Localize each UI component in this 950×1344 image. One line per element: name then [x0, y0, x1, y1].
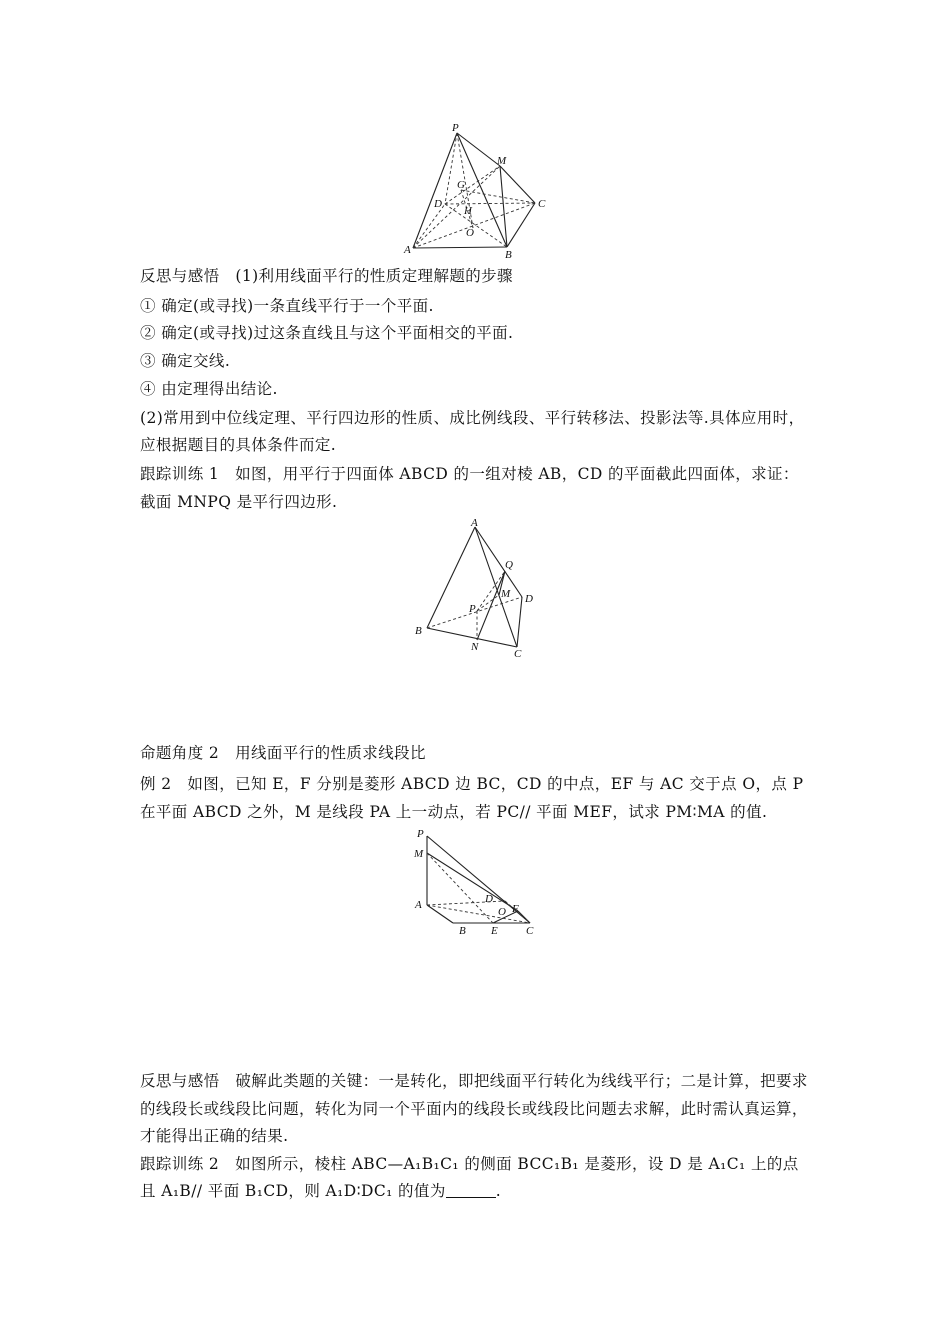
training2-text: 跟踪训练 2 如图所示，棱柱 ABC—A₁B₁C₁ 的侧面 BCC₁B₁ 是菱形，设 D 是 A₁C₁ 上的点且 A₁B// 平面 B₁CD，则 A₁D∶DC₁ 的值为	[140, 1155, 799, 1200]
label-D: D	[485, 893, 493, 905]
label-Q: Q	[505, 559, 513, 571]
label-D: D	[525, 593, 533, 605]
label-F: F	[512, 903, 519, 915]
reflection2-text: 反思与感悟 破解此类题的关键：一是转化，即把线面平行转化为线线平行；二是计算，把要求的线段长或线段比问题，转化为同一个平面内的线段长或线段比问题去求解，此时需认真运算，才能得出正确的结果.	[140, 1072, 808, 1145]
pyramid-pa-figure	[405, 828, 550, 940]
reflection1-step2: ② 确定(或寻找)过这条直线且与这个平面相交的平面.	[140, 324, 514, 342]
label-G: G	[457, 179, 465, 191]
reflection1-step4: ④ 由定理得出结论.	[140, 380, 278, 398]
label-E: E	[491, 925, 498, 937]
label-B: B	[505, 249, 512, 261]
label-P: P	[469, 603, 476, 615]
label-C: C	[538, 198, 546, 210]
label-B: B	[459, 925, 466, 937]
label-M: M	[501, 588, 511, 600]
reflection1-step3: ③ 确定交线.	[140, 352, 231, 370]
label-A: A	[415, 899, 422, 911]
label-A: A	[471, 517, 478, 529]
label-O: O	[498, 906, 506, 918]
label-D: D	[434, 198, 442, 210]
tetrahedron-figure	[405, 515, 555, 660]
training2-tail: .	[495, 1182, 502, 1200]
answer-blank[interactable]	[446, 1183, 496, 1198]
label-A: A	[404, 244, 411, 256]
label-P: P	[417, 828, 424, 840]
label-P: P	[452, 122, 459, 134]
reflection1-title: 反思与感悟 (1)利用线面平行的性质定理解题的步骤	[140, 267, 513, 285]
training1-text: 跟踪训练 1 如图，用平行于四面体 ABCD 的一组对棱 AB，CD 的平面截此四面体，求证：截面 MNPQ 是平行四边形.	[140, 465, 799, 511]
label-H: H	[464, 205, 472, 217]
angle2-title: 命题角度 2 用线面平行的性质求线段比	[140, 744, 426, 762]
label-M: M	[414, 848, 424, 860]
label-M: M	[497, 155, 507, 167]
label-O: O	[466, 227, 474, 239]
label-C: C	[526, 925, 534, 937]
reflection1-point2: (2)常用到中位线定理、平行四边形的性质、成比例线段、平行转移法、投影法等.具体应用时，应根据题目的具体条件而定.	[140, 409, 805, 454]
training2	[140, 1151, 812, 1205]
reflection1-step1: ① 确定(或寻找)一条直线平行于一个平面.	[140, 297, 434, 315]
pyramid-figure	[395, 120, 565, 260]
label-B: B	[415, 625, 422, 637]
label-C: C	[514, 648, 522, 660]
example2-text: 例 2 如图，已知 E，F 分别是菱形 ABCD 边 BC，CD 的中点，EF 与 AC 交于点 O，点 P 在平面 ABCD 之外，M 是线段 PA 上一动点，若 PC// 平面 MEF，试求 PM∶MA 的值.	[140, 775, 804, 821]
label-N: N	[471, 641, 479, 653]
